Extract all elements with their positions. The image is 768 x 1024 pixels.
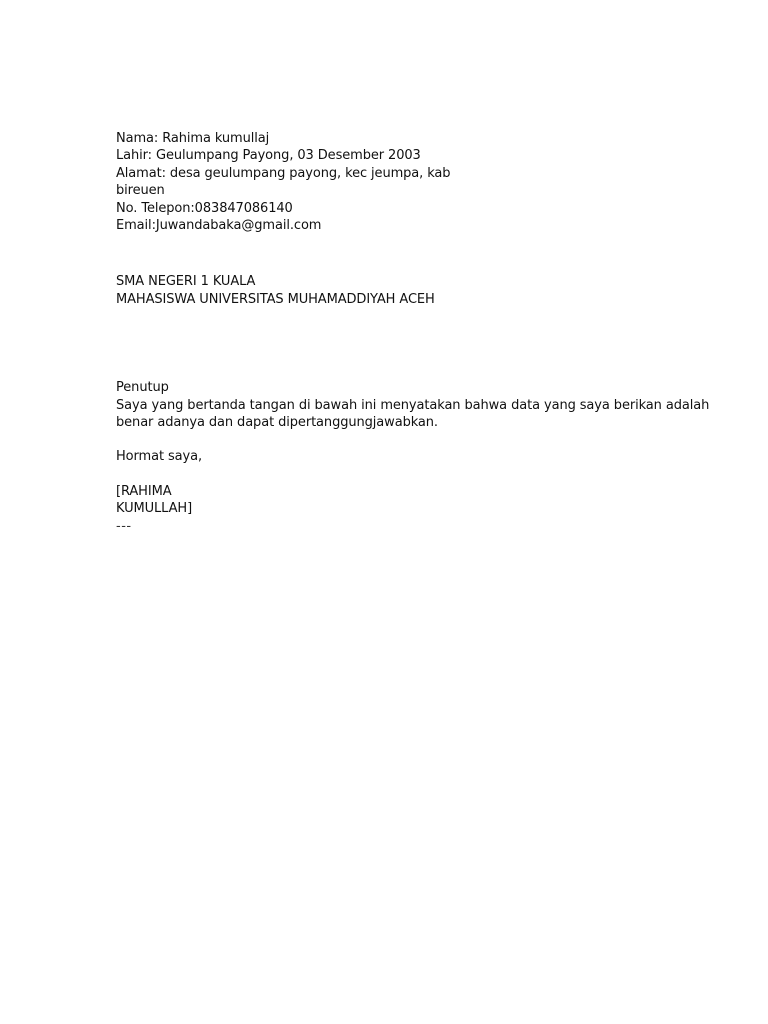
email-line: Email:Juwandabaka@gmail.com <box>116 218 322 234</box>
name-line: Nama: Rahima kumullaj <box>116 131 270 146</box>
signature-line-1: [RAHIMA <box>116 483 172 499</box>
school-line: SMA NEGERI 1 KUALA <box>116 274 256 290</box>
closing-title: Penutup <box>116 380 169 396</box>
address-line-2: bireuen <box>116 183 165 199</box>
closing-statement-line-2: benar adanya dan dapat dipertanggungjawabkan. <box>116 415 438 431</box>
regards-line: Hormat saya, <box>116 449 203 465</box>
identity-section <box>116 130 716 234</box>
closing-section <box>116 379 716 431</box>
regards-section <box>116 448 716 465</box>
closing-statement-line-1: Saya yang bertanda tangan di bawah ini menyatakan bahwa data yang saya berikan adalah <box>116 397 710 413</box>
phone-line: No. Telepon:083847086140 <box>116 200 293 216</box>
education-section <box>116 273 716 308</box>
university-line: MAHASISWA UNIVERSITAS MUHAMADDIYAH ACEH <box>116 291 435 307</box>
signature-line-2: KUMULLAH] <box>116 501 193 517</box>
birth-line: Lahir: Geulumpang Payong, 03 Desember 2003 <box>116 148 421 164</box>
address-line-1: Alamat: desa geulumpang payong, kec jeumpa, kab <box>116 165 451 181</box>
document-body <box>116 130 716 535</box>
signature-section <box>116 483 716 535</box>
separator-line: --- <box>116 518 132 534</box>
